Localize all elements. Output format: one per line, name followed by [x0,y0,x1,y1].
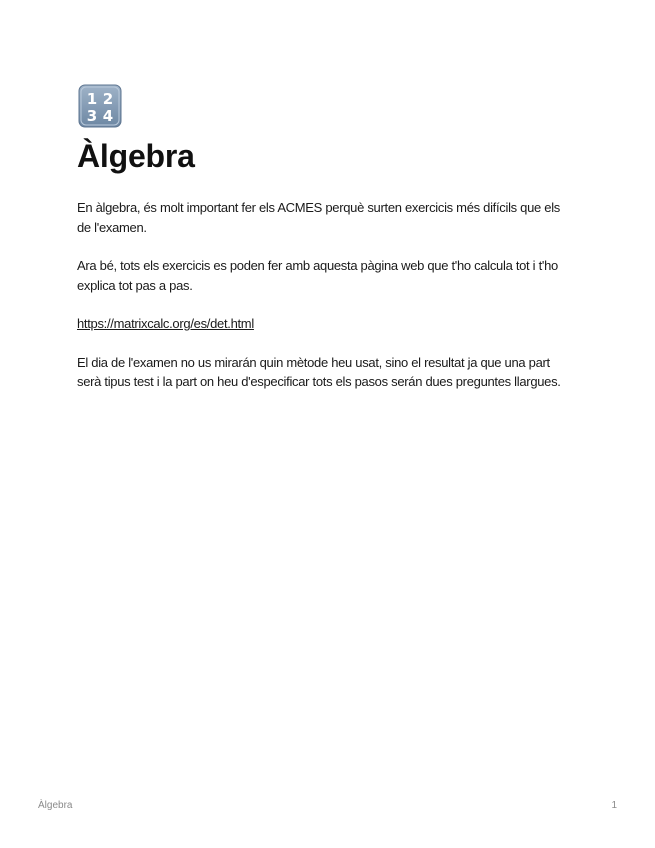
matrixcalc-link[interactable]: https://matrixcalc.org/es/det.html [77,316,254,331]
icon-digit-1: 1 [86,90,98,108]
paragraph-acmes: En àlgebra, és molt important fer els ACMES perquè surten exercicis més difícils que els de l'examen. [77,200,560,235]
footer-title: Àlgebra [38,800,73,811]
link-paragraph [77,314,577,334]
page-number: 1 [611,800,617,811]
input-numbers-icon [78,84,122,128]
icon-digit-2: 2 [102,90,114,108]
icon-digit-3: 3 [86,107,98,125]
paragraph-exam: El dia de l'examen no us mirarán quin mètode heu usat, sino el resultat ja que una part serà tipus test i la part on heu d'especificar tots els pasos serán dues preguntes llargues. [77,354,561,389]
paragraph-web-tool: Ara bé, tots els exercicis es poden fer amb aquesta pàgina web que t'ho calcula tot i t'ho explica tot pas a pas. [77,258,558,293]
page-title: Àlgebra [77,138,195,174]
icon-digit-4: 4 [102,107,114,125]
document-body [77,198,577,411]
